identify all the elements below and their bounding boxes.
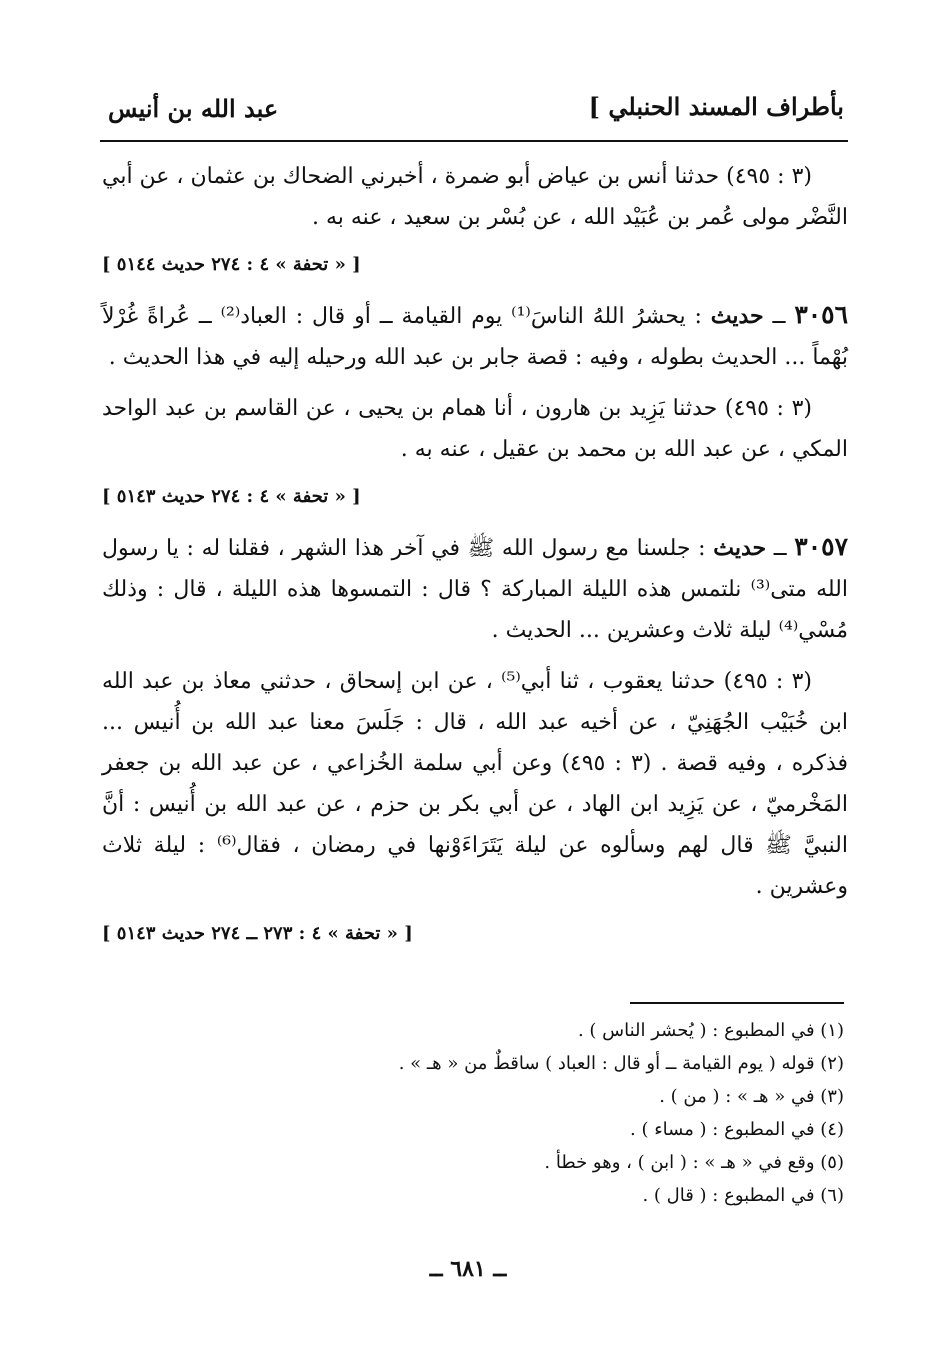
footnote-divider [630, 1002, 844, 1004]
tuhfa-reference-2 [102, 484, 848, 510]
tuhfa-reference-text: [ « تحفة » ٤ : ٢٧٤ حديث ٥١٤٣ ] [102, 486, 361, 507]
hadith-3057 [102, 526, 848, 651]
footnote-4: (٤) في المطبوع : ( مساء ) . [630, 1119, 844, 1140]
running-header-section-title: عبد الله بن أنيس [108, 94, 279, 123]
isnad-paragraph-1: (٣ : ٤٩٥) حدثنا أنس بن عياض أبو ضمرة ، أخبرني الضحاك بن عثمان ، عن أبي النَّضْر مولى عُمر بن عُبَيْد الله ، عن بُسْر بن سعيد ، عنه به . [101, 164, 848, 230]
tuhfa-reference-text: [ « تحفة » ٤ : ٢٧٤ حديث ٥١٤٤ ] [102, 254, 361, 275]
hadith-number: ٣٠٥٧ [794, 532, 849, 561]
tuhfa-reference-3 [102, 921, 848, 947]
isnad-paragraph-2: (٣ : ٤٩٥) حدثنا يَزِيد بن هارون ، أنا همام بن يحيى ، عن القاسم بن عبد الواحد المكي ، عن عبد الله بن محمد بن عقيل ، عنه به . [102, 396, 848, 462]
footnote-6: (٦) في المطبوع : ( قال ) . [642, 1185, 844, 1206]
footnote-5: (٥) وقع في « هـ » : ( ابن ) ، وهو خطأ . [544, 1152, 844, 1173]
dash: ــ [763, 304, 786, 329]
footnote-1: (١) في المطبوع : ( يُحشر الناس ) . [577, 1020, 844, 1041]
footnote-2: (٢) قوله ( يوم القيامة ــ أو قال : العباد ) ساقطٌ من « هـ » . [398, 1053, 844, 1074]
hadith-label: حديث [710, 303, 764, 329]
hadith-text: : جلسنا مع رسول الله ﷺ في آخر هذا الشهر ، فقلنا له : يا رسول الله متى⁽³⁾ نلتمس هذه الليلة المباركة ؟ قال : التمسوها هذه الليلة ، قال : وذلك مُسْي⁽⁴⁾ ليلة ثلاث وعشرين ... الحديث . [102, 536, 848, 643]
main-text [102, 156, 848, 963]
tuhfa-reference-text: [ « تحفة » ٤ : ٢٧٣ ــ ٢٧٤ حديث ٥١٤٣ ] [102, 923, 413, 944]
hadith-text: : يحشرُ اللهُ الناسَ⁽¹⁾ يوم القيامة ــ أو قال : العباد⁽²⁾ ــ عُراةً غُرْلاً بُهْماً ... الحديث بطوله ، وفيه : قصة جابر بن عبد الله ورحيله إليه في هذا الحديث . [102, 304, 848, 370]
footnotes [102, 1014, 844, 1212]
hadith-number: ٣٠٥٦ [794, 300, 849, 329]
hadith-3056 [102, 294, 848, 378]
tuhfa-reference-1 [102, 252, 848, 278]
page-number: ــ ٦٨١ ــ [429, 1256, 507, 1282]
footnote-3: (٣) في « هـ » : ( من ) . [659, 1086, 844, 1107]
dash: ــ [766, 536, 787, 561]
header-divider [100, 140, 848, 142]
running-header-book-title: بأطراف المسند الحنبلي ] [588, 92, 844, 121]
isnad-paragraph-3: (٣ : ٤٩٥) حدثنا يعقوب ، ثنا أبي⁽⁵⁾ ، عن ابن إسحاق ، حدثني معاذ بن عبد الله ابن خُبَيْب الجُهَنِيّ ، عن أخيه عبد الله ، قال : جَلَسَ معنا عبد الله بن أُنيس ... فذكره ، وفيه قصة . (٣ : ٤٩٥) وعن أبي سلمة الخُزاعي ، عن عبد الله بن جعفر المَخْرميّ ، عن يَزِيد ابن الهاد ، عن أبي بكر بن حزم ، عن عبد الله بن أُنيس : أنَّ النبيَّ ﷺ قال لهم وسألوه عن ليلة يَتَرَاءَوْنها في رمضان ، فقال⁽⁶⁾ : ليلة ثلاث وعشرين . [102, 669, 849, 899]
hadith-label: حديث [713, 535, 767, 561]
